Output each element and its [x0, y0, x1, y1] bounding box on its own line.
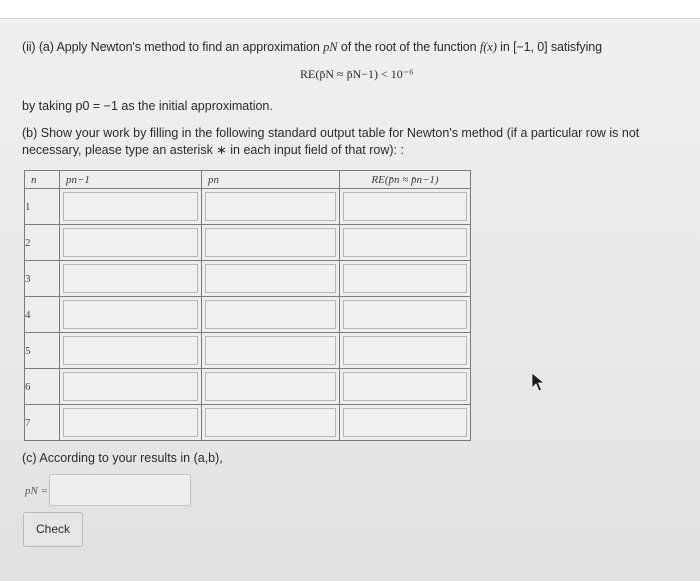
relative-error-input[interactable] — [343, 192, 467, 221]
pn-minus-1-input[interactable] — [63, 408, 198, 437]
table-cell — [340, 261, 471, 297]
pn-minus-1-input[interactable] — [63, 228, 198, 257]
table-cell — [60, 189, 202, 225]
relative-error-input[interactable] — [343, 372, 467, 401]
part-c-question: (c) According to your results in (a,b), — [22, 451, 223, 465]
table-cell — [202, 225, 340, 261]
table-cell — [202, 189, 340, 225]
row-index: 2 — [25, 225, 60, 261]
table-cell — [60, 369, 202, 405]
pn-input[interactable] — [205, 300, 336, 329]
table-cell — [340, 225, 471, 261]
table-cell — [340, 333, 471, 369]
part-a-pN: pN — [323, 40, 338, 54]
relative-error-input[interactable] — [343, 408, 467, 437]
pn-minus-1-input[interactable] — [63, 192, 198, 221]
stopping-condition: RE(p̄N ≈ p̄N−1) < 10⁻⁶ — [300, 67, 414, 81]
part-b-question: (b) Show your work by filling in the following standard output table for Newton's method (if a particular row is not necessary, please type an asterisk ∗ in each input field of that row): : — [22, 126, 640, 157]
part-a-question — [22, 40, 602, 55]
table-cell — [340, 405, 471, 441]
pn-minus-1-input[interactable] — [63, 264, 198, 293]
relative-error-input[interactable] — [343, 336, 467, 365]
table-row — [25, 333, 471, 369]
table-body — [25, 189, 471, 441]
table-header-row — [25, 171, 471, 189]
pn-minus-1-input[interactable] — [63, 300, 198, 329]
pn-input[interactable] — [205, 372, 336, 401]
table-cell — [202, 369, 340, 405]
part-a-interval: in [−1, 0] satisfying — [496, 40, 602, 54]
row-index: 6 — [25, 369, 60, 405]
table-cell — [202, 405, 340, 441]
table-row — [25, 369, 471, 405]
pn-input[interactable] — [205, 336, 336, 365]
mouse-cursor-icon — [530, 372, 546, 392]
pn-minus-1-input[interactable] — [63, 336, 198, 365]
table-row — [25, 405, 471, 441]
part-a-mid: of the root of the function — [337, 40, 480, 54]
row-index: 7 — [25, 405, 60, 441]
newton-output-table — [24, 170, 471, 441]
row-index: 3 — [25, 261, 60, 297]
table-cell — [60, 405, 202, 441]
row-index: 5 — [25, 333, 60, 369]
relative-error-input[interactable] — [343, 300, 467, 329]
top-strip — [0, 0, 700, 19]
table-row — [25, 297, 471, 333]
table-cell — [202, 261, 340, 297]
table-row — [25, 225, 471, 261]
table-cell — [60, 333, 202, 369]
pn-input[interactable] — [205, 264, 336, 293]
relative-error-input[interactable] — [343, 264, 467, 293]
header-relative-error: RE(p̄n ≈ p̄n−1) — [340, 171, 471, 189]
table-row — [25, 189, 471, 225]
check-button[interactable]: Check — [23, 512, 83, 547]
answer-input[interactable] — [49, 474, 191, 506]
part-a-prefix: (ii) (a) Apply Newton's method to find an approximation — [22, 40, 324, 54]
pn-input[interactable] — [205, 228, 336, 257]
pn-minus-1-input[interactable] — [63, 372, 198, 401]
table-cell — [202, 333, 340, 369]
table-cell — [60, 225, 202, 261]
part-a-fx: f(x) — [479, 40, 497, 54]
header-pn: pn — [202, 171, 340, 189]
table-row — [25, 261, 471, 297]
relative-error-input[interactable] — [343, 228, 467, 257]
table-cell — [340, 369, 471, 405]
table-cell — [60, 261, 202, 297]
header-n: n — [25, 171, 60, 189]
header-pn-minus-1: pn−1 — [60, 171, 202, 189]
answer-label: pN = — [25, 485, 49, 497]
table-cell — [202, 297, 340, 333]
row-index: 1 — [25, 189, 60, 225]
initial-approximation: by taking p0 = −1 as the initial approximation. — [22, 99, 273, 113]
pn-input[interactable] — [205, 408, 336, 437]
row-index: 4 — [25, 297, 60, 333]
table-cell — [340, 189, 471, 225]
table-cell — [340, 297, 471, 333]
pn-input[interactable] — [205, 192, 336, 221]
table-cell — [60, 297, 202, 333]
